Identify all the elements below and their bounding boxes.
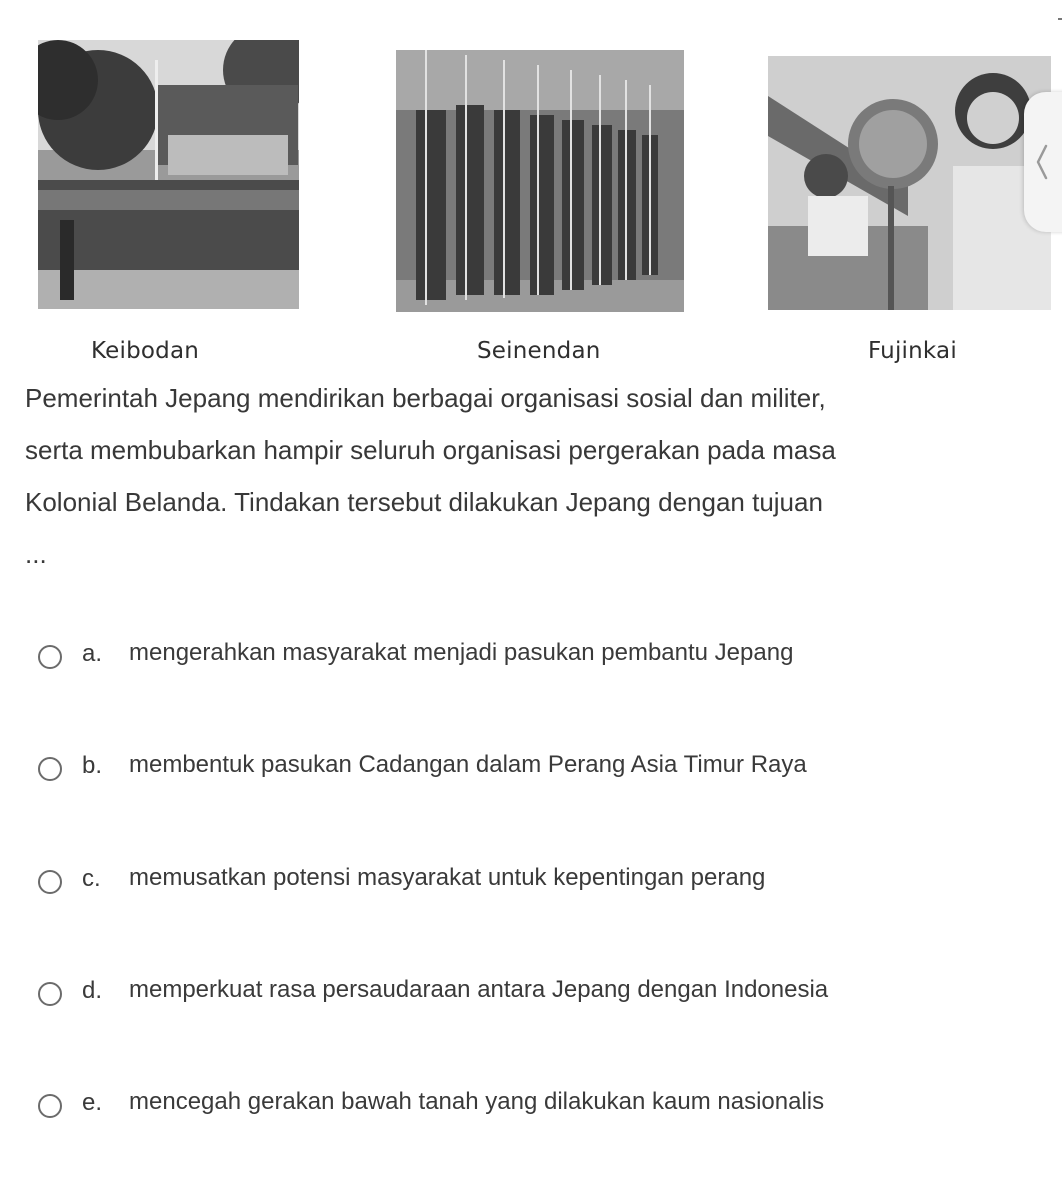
option-text: mencegah gerakan bawah tanah yang dilakukan kaum nasionalis xyxy=(129,1088,825,1115)
radio-button[interactable] xyxy=(38,645,62,669)
caption-seinendan: Seinendan xyxy=(477,338,601,364)
option-letter: e. xyxy=(82,1089,103,1116)
option-text: memusatkan potensi masyarakat untuk kepentingan perang xyxy=(129,864,766,891)
photo-seinendan xyxy=(396,50,684,312)
question-text: Pemerintah Jepang mendirikan berbagai organisasi sosial dan militer, serta membubarkan hampir seluruh organisasi pergerakan pada masa Kolonial Belanda. Tindakan tersebut dilakukan Jepang dengan tujuan ... xyxy=(25,383,836,569)
caption-keibodan: Keibodan xyxy=(91,338,200,364)
option-text: mengerahkan masyarakat menjadi pasukan pembantu Jepang xyxy=(129,639,794,666)
radio-button[interactable] xyxy=(38,757,62,781)
photo-keibodan xyxy=(38,40,299,309)
option-letter: d. xyxy=(82,977,103,1004)
option-letter: a. xyxy=(82,640,103,667)
caption-fujinkai: Fujinkai xyxy=(868,338,957,364)
option-text: memperkuat rasa persaudaraan antara Jepang dengan Indonesia xyxy=(129,976,829,1003)
top-edge-mark xyxy=(1058,18,1062,20)
chevron-left-icon xyxy=(1035,142,1049,182)
option-d[interactable] xyxy=(0,969,900,1069)
option-letter: b. xyxy=(82,752,103,779)
photo-fujinkai xyxy=(768,56,1051,310)
option-c[interactable] xyxy=(0,857,900,957)
option-b[interactable] xyxy=(0,744,900,844)
option-a[interactable] xyxy=(0,632,900,732)
radio-button[interactable] xyxy=(38,982,62,1006)
option-text: membentuk pasukan Cadangan dalam Perang Asia Timur Raya xyxy=(129,751,807,778)
option-letter: c. xyxy=(82,865,101,892)
radio-button[interactable] xyxy=(38,1094,62,1118)
radio-button[interactable] xyxy=(38,870,62,894)
side-collapse-tab[interactable] xyxy=(1024,92,1062,232)
option-e[interactable] xyxy=(0,1081,900,1181)
